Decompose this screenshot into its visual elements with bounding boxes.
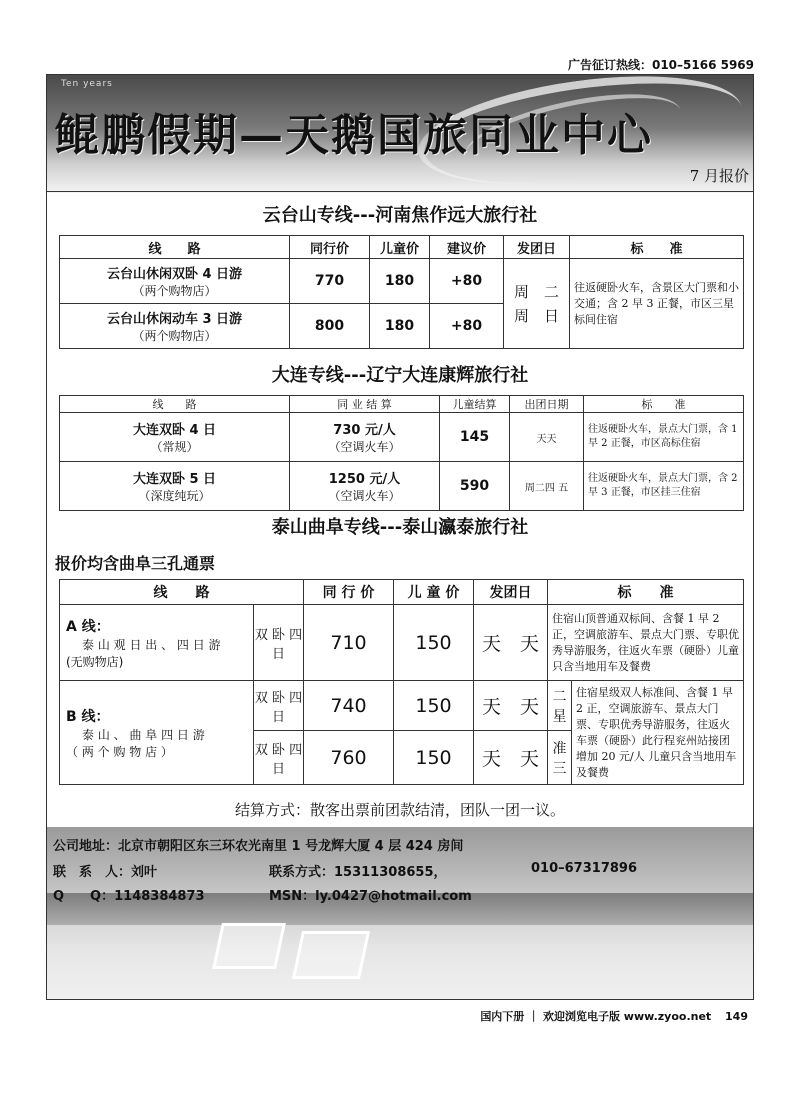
table-row	[60, 259, 744, 304]
child-price: 180	[370, 304, 430, 349]
price-note: （空调火车）	[328, 489, 401, 503]
header-cell: 同 业 结 算	[290, 396, 440, 413]
table-header-row	[60, 396, 744, 413]
settle-price: 1250 元/人	[328, 472, 401, 487]
header-cell: 同 行 价	[304, 580, 394, 605]
table-header-row	[60, 580, 744, 605]
header-cell: 儿童价	[370, 236, 430, 259]
price-note: （空调火车）	[328, 440, 401, 454]
line-b-shop: （ 两 个 购 物 店 ）	[66, 744, 173, 759]
child-price: 150	[394, 681, 474, 731]
page-footer	[480, 1008, 748, 1024]
line-a-label: A 线：	[66, 618, 110, 635]
depart-days: 天 天	[474, 605, 548, 681]
dalian-table	[59, 395, 744, 511]
beach-chair-icon	[212, 923, 286, 969]
depart-day: 周 日	[513, 306, 559, 325]
trip-type: 双 卧 四 日	[254, 681, 304, 731]
settlement-terms: 结算方式：散客出票前团款结清，团队一团一议。	[234, 801, 565, 819]
route-note: （两个购物店）	[132, 329, 217, 343]
depart-date: 周二四 五	[510, 462, 584, 511]
contact-panel	[47, 827, 753, 1000]
line-a-shop: (无购物店)	[66, 654, 124, 669]
contact-qq: Q Q：1148384873	[53, 889, 205, 904]
hotel-star: 二 星	[548, 681, 572, 731]
suggest-price: +80	[430, 304, 504, 349]
table-row	[60, 605, 744, 681]
child-price: 150	[394, 731, 474, 785]
contact-msn: MSN：ly.0427@hotmail.com	[269, 889, 472, 904]
route-name: 大连双卧 5 日	[132, 472, 217, 487]
banner-tagline: Ten years	[61, 79, 113, 89]
route-note: （两个购物店）	[132, 284, 217, 298]
header-cell: 同行价	[290, 236, 370, 259]
child-price: 145	[440, 413, 510, 462]
yuntaishan-table	[59, 235, 744, 349]
header-cell: 发团日	[474, 580, 548, 605]
child-price: 590	[440, 462, 510, 511]
depart-days	[504, 259, 570, 349]
page-frame	[46, 74, 754, 1000]
table-row	[60, 681, 744, 731]
contact-phone-2: 010–67317896	[531, 861, 637, 876]
ticket-note: 报价均含曲阜三孔通票	[55, 554, 216, 573]
peer-price: 760	[304, 731, 394, 785]
month-label: 7 月报价	[689, 167, 749, 185]
beach-chair-icon	[292, 931, 370, 979]
peer-price: 740	[304, 681, 394, 731]
hotel-star: 准 三	[548, 731, 572, 785]
header-cell: 标 准	[584, 396, 744, 413]
settle-price: 730 元/人	[333, 423, 396, 438]
section-title-dalian: 大连专线---辽宁大连康辉旅行社	[271, 365, 529, 386]
standard-text: 往返硬卧火车，景点大门票，含 2 早 3 正餐，市区挂三住宿	[584, 462, 744, 511]
brand-title: 鲲鹏假期—天鹅国旅同业中心	[55, 110, 653, 161]
standard-text: 住宿星级双人标准间、含餐 1 早 2 正，空调旅游车、景点大门票、专职优秀导游服务，往返火车票（硬卧）此行程兖州站接团增加 20 元/人 儿童只含当地用车及餐费	[572, 681, 744, 785]
depart-days: 天 天	[474, 681, 548, 731]
standard-text: 往返硬卧火车，含景区大门票和小交通；含 2 早 3 正餐，市区三星标间住宿	[570, 259, 744, 349]
line-a-desc: 泰 山 观 日 出 、 四 日 游	[82, 637, 221, 652]
table-row	[60, 462, 744, 511]
line-b-desc: 泰 山 、 曲 阜 四 日 游	[82, 727, 205, 742]
depart-date: 天天	[510, 413, 584, 462]
company-address: 公司地址：北京市朝阳区东三环农光南里 1 号龙辉大厦 4 层 424 房间	[53, 839, 464, 854]
footer-text: 国内下册 ｜ 欢迎浏览电子版 www.zyoo.net	[480, 1010, 712, 1023]
route-name: 云台山休闲双卧 4 日游	[106, 267, 243, 282]
route-name: 云台山休闲动车 3 日游	[106, 312, 243, 327]
contact-phone: 联系方式：15311308655，	[269, 865, 447, 880]
taishan-table	[59, 579, 744, 785]
section-title-yuntaishan: 云台山专线---河南焦作远大旅行社	[262, 205, 538, 226]
depart-days: 天 天	[474, 731, 548, 785]
header-cell: 儿 童 价	[394, 580, 474, 605]
trip-type: 双 卧 四 日	[254, 731, 304, 785]
header-cell: 标 准	[548, 580, 744, 605]
route-note: （常规）	[150, 440, 199, 454]
header-cell: 线 路	[60, 580, 304, 605]
peer-price: 800	[290, 304, 370, 349]
standard-text: 住宿山顶普通双标间、含餐 1 早 2 正，空调旅游车、景点大门票、专职优秀导游服务，往返火车票（硬卧）儿童只含当地用车及餐费	[548, 605, 744, 681]
standard-text: 往返硬卧火车，景点大门票，含 1 早 2 正餐，市区高标住宿	[584, 413, 744, 462]
line-b-label: B 线：	[66, 708, 110, 725]
header-cell: 线 路	[60, 236, 290, 259]
header-cell: 线 路	[60, 396, 290, 413]
header-cell: 发团日	[504, 236, 570, 259]
suggest-price: +80	[430, 259, 504, 304]
header-cell: 儿童结算	[440, 396, 510, 413]
ad-hotline: 广告征订热线：010–5166 5969	[567, 58, 754, 72]
child-price: 180	[370, 259, 430, 304]
header-cell: 标 准	[570, 236, 744, 259]
header-divider	[47, 191, 753, 192]
depart-day: 周 二	[513, 282, 559, 301]
contact-person: 联 系 人：刘叶	[53, 865, 158, 880]
header-cell: 出团日期	[510, 396, 584, 413]
route-note: （深度纯玩）	[138, 489, 211, 503]
table-row	[60, 413, 744, 462]
header-cell: 建议价	[430, 236, 504, 259]
trip-type: 双 卧 四 日	[254, 605, 304, 681]
section-title-taishan: 泰山曲阜专线---泰山瀛泰旅行社	[271, 517, 529, 538]
child-price: 150	[394, 605, 474, 681]
route-name: 大连双卧 4 日	[132, 423, 217, 438]
peer-price: 770	[290, 259, 370, 304]
header-banner	[47, 75, 753, 193]
peer-price: 710	[304, 605, 394, 681]
table-header-row	[60, 236, 744, 259]
page-number: 149	[725, 1010, 748, 1023]
